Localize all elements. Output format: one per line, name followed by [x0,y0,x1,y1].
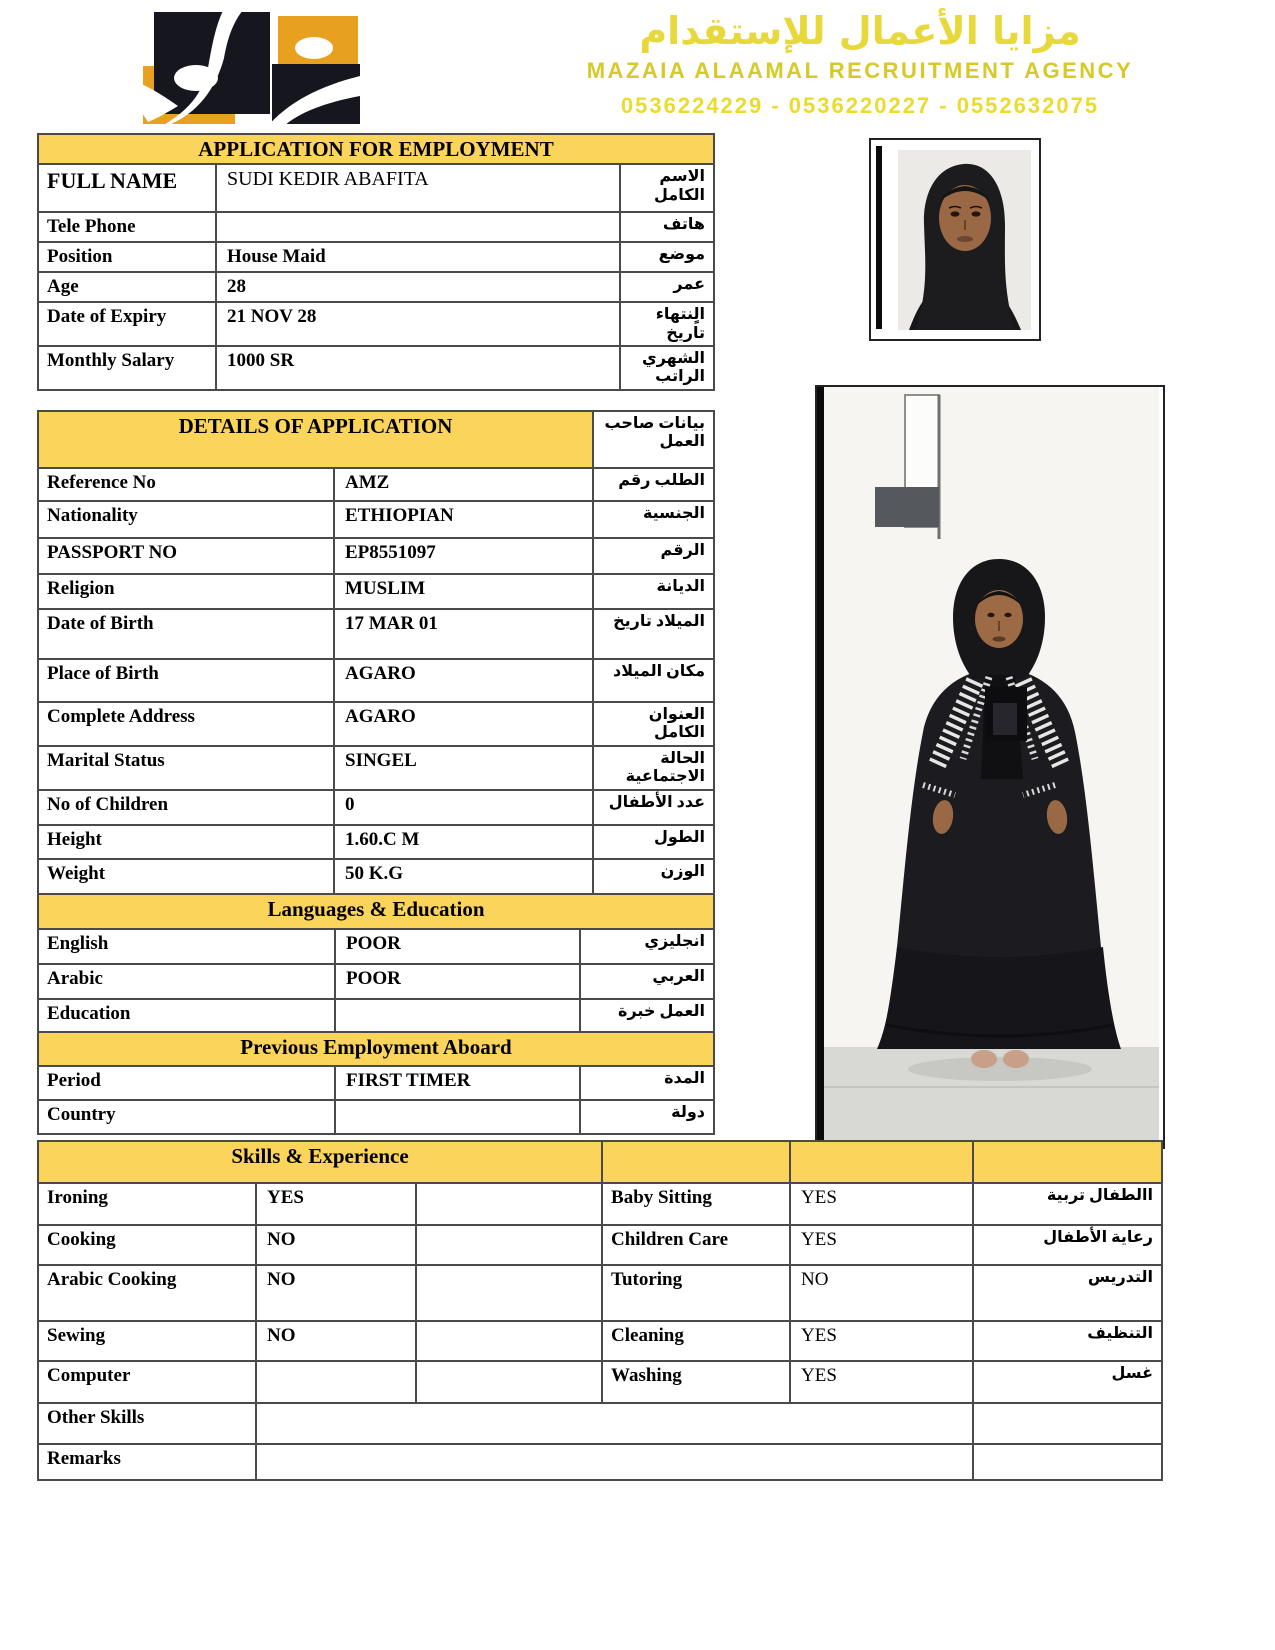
field-label: Nationality [38,501,334,538]
skill-value: NO [790,1265,973,1321]
passport-photo [869,138,1041,341]
field-label-ar: مكان الميلاد [593,659,714,702]
empty-cell [416,1265,602,1321]
field-label-ar: العربي [580,964,714,999]
field-label: Complete Address [38,702,334,746]
empty-cell [256,1444,973,1480]
field-label: No of Children [38,790,334,825]
empty-cell [416,1361,602,1403]
skill-label-ar: التدريس [973,1265,1162,1321]
field-value: AGARO [334,659,593,702]
skill-value: NO [256,1321,416,1361]
skills-table-title: Skills & Experience [38,1141,602,1183]
skill-label: Baby Sitting [602,1183,790,1225]
field-label-ar: عمر [620,272,714,302]
skill-label-ar: غسل [973,1361,1162,1403]
empty-cell [973,1403,1162,1444]
empty-cell [416,1183,602,1225]
field-label: Marital Status [38,746,334,790]
skill-label: Sewing [38,1321,256,1361]
skill-label: Remarks [38,1444,256,1480]
table-row [38,242,714,272]
field-label-ar: الديانة [593,574,714,609]
field-label: Age [38,272,216,302]
table-header-row [38,411,714,468]
field-label-ar: العنوان الكامل [593,702,714,746]
table-row [38,538,714,574]
table-row [38,1183,1162,1225]
field-value [216,212,620,242]
field-label: Weight [38,859,334,894]
agency-logo [118,6,360,128]
field-label: Reference No [38,468,334,501]
field-value: 1000 SR [216,346,620,390]
skill-label: Ironing [38,1183,256,1225]
field-value: POOR [335,929,580,964]
table-row [38,790,714,825]
table-row [38,346,714,390]
skill-label: Washing [602,1361,790,1403]
header-cell-empty [973,1141,1162,1183]
table-row [38,1444,1162,1480]
table-row [38,272,714,302]
previous-employment-title: Previous Employment Aboard [38,1032,714,1066]
field-value: MUSLIM [334,574,593,609]
skill-value: NO [256,1265,416,1321]
table-row [38,999,714,1032]
skill-label-ar: االطفال تربية [973,1183,1162,1225]
details-main-table [37,410,715,895]
field-value: 50 K.G [334,859,593,894]
agency-logo-icon [118,6,360,128]
field-value: POOR [335,964,580,999]
field-value: 17 MAR 01 [334,609,593,659]
field-value: FIRST TIMER [335,1066,580,1100]
field-label-ar: الحالة الاجتماعية [593,746,714,790]
agency-header [520,10,1200,119]
skill-value: YES [790,1361,973,1403]
field-label-ar: انجليزي [580,929,714,964]
languages-education-table [37,893,715,1135]
field-label-ar: دولة [580,1100,714,1134]
field-label: Tele Phone [38,212,216,242]
field-value: House Maid [216,242,620,272]
full-body-photo [815,385,1165,1149]
header-cell-empty [602,1141,790,1183]
empty-cell [416,1225,602,1265]
skill-value: NO [256,1225,416,1265]
field-value: 1.60.C M [334,825,593,859]
skill-label-ar: رعاية الأطفال [973,1225,1162,1265]
table-row [38,468,714,501]
skill-label: Cleaning [602,1321,790,1361]
table-row [38,702,714,746]
details-table [37,410,713,1135]
field-label-ar: الطول [593,825,714,859]
application-table-title: APPLICATION FOR EMPLOYMENT [38,134,714,164]
details-table-title-ar: بيانات صاحب العمل [593,411,714,468]
skill-value: YES [256,1183,416,1225]
field-value: SUDI KEDIR ABAFITA [216,164,620,212]
field-label: PASSPORT NO [38,538,334,574]
field-value [335,999,580,1032]
field-label: Height [38,825,334,859]
field-value: EP8551097 [334,538,593,574]
table-row [38,1403,1162,1444]
field-value [335,1100,580,1134]
table-row [38,1066,714,1100]
table-row [38,825,714,859]
agency-name-arabic: مزايا الأعمال للإستقدام [639,9,1081,53]
table-row [38,212,714,242]
table-row [38,964,714,999]
field-label: Education [38,999,335,1032]
table-row [38,574,714,609]
field-label-ar: العمل خبرة [580,999,714,1032]
table-row [38,302,714,346]
agency-name-english: MAZAIA ALAAMAL RECRUITMENT AGENCY [586,57,1134,83]
table-header-row [38,134,714,164]
empty-cell [416,1321,602,1361]
field-value: 21 NOV 28 [216,302,620,346]
field-label-ar: موضع [620,242,714,272]
skill-label: Tutoring [602,1265,790,1321]
field-label: English [38,929,335,964]
table-row [38,1361,1162,1403]
details-table-title: DETAILS OF APPLICATION [38,411,593,468]
field-value: 0 [334,790,593,825]
skill-label: Children Care [602,1225,790,1265]
field-label-ar: عدد الأطفال [593,790,714,825]
field-value: AMZ [334,468,593,501]
field-label: Arabic [38,964,335,999]
table-header-row [38,1141,1162,1183]
table-row [38,746,714,790]
field-label: Period [38,1066,335,1100]
empty-cell [256,1403,973,1444]
skill-value [256,1361,416,1403]
skill-label-ar: التنظيف [973,1321,1162,1361]
table-row [38,501,714,538]
skill-value: YES [790,1225,973,1265]
header-cell-empty [790,1141,973,1183]
skills-table [37,1140,1163,1481]
skill-label: Cooking [38,1225,256,1265]
field-label-ar: المدة [580,1066,714,1100]
field-value: ETHIOPIAN [334,501,593,538]
table-row [38,929,714,964]
applicant-full-body-image [817,387,1159,1143]
field-value: AGARO [334,702,593,746]
application-table [37,133,715,391]
field-label: Date of Expiry [38,302,216,346]
field-label-ar: الٍنتهاء تاريخ [620,302,714,346]
table-row [38,1321,1162,1361]
table-header-row [38,1032,714,1066]
field-label: Date of Birth [38,609,334,659]
field-label: Position [38,242,216,272]
skill-value: YES [790,1183,973,1225]
languages-section-title: Languages & Education [38,894,714,929]
skill-label: Computer [38,1361,256,1403]
field-label-ar: الميلاد تاريخ [593,609,714,659]
applicant-portrait-image [871,140,1035,335]
field-label-ar: الوزن [593,859,714,894]
field-label-ar: الشهري الراتب [620,346,714,390]
table-row [38,659,714,702]
field-label: Monthly Salary [38,346,216,390]
field-label: Country [38,1100,335,1134]
skill-label: Arabic Cooking [38,1265,256,1321]
empty-cell [973,1444,1162,1480]
skill-value: YES [790,1321,973,1361]
agency-phone-numbers: 0536224229 - 0536220227 - 0552632075 [620,92,1100,118]
skill-label: Other Skills [38,1403,256,1444]
field-label-ar: الاسم الكامل [620,164,714,212]
table-row [38,1100,714,1134]
field-label-ar: هاتف [620,212,714,242]
table-row [38,1225,1162,1265]
field-label-ar: الجنسية [593,501,714,538]
field-label: Place of Birth [38,659,334,702]
field-label: FULL NAME [38,164,216,212]
table-header-row [38,894,714,929]
field-value: 28 [216,272,620,302]
table-row [38,609,714,659]
field-value: SINGEL [334,746,593,790]
field-label: Religion [38,574,334,609]
table-row [38,164,714,212]
table-row [38,859,714,894]
field-label-ar: الطلب رقم [593,468,714,501]
field-label-ar: الرقم [593,538,714,574]
table-row [38,1265,1162,1321]
